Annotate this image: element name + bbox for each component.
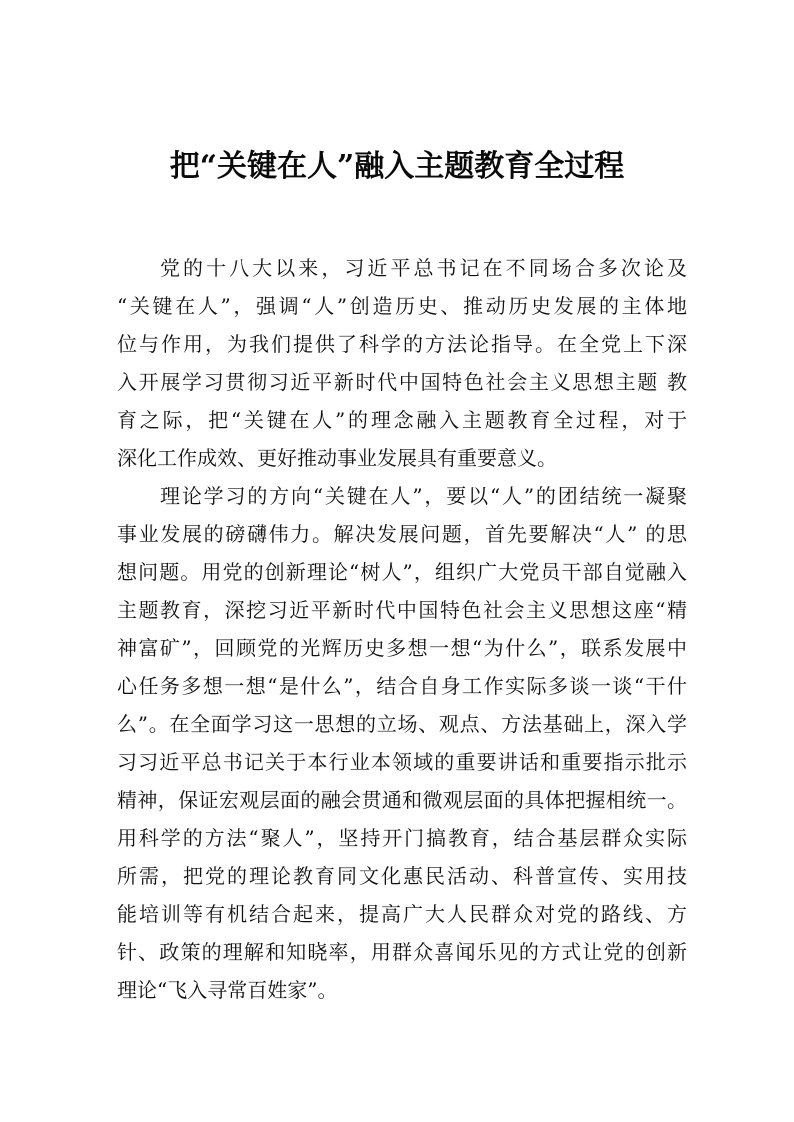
paragraph-1-line-5: 育之际，把“关键在人”的理念融入主题教育全过程，对于 xyxy=(117,408,687,432)
paragraph-2-line-7: 么”。在全面学习这一思想的立场、观点、方法基础上，深入学 xyxy=(117,712,687,736)
paragraph-2-line-5: 神富矿”，回顾党的光辉历史多想一想“为什么”，联系发展中 xyxy=(117,636,687,660)
paragraph-2-line-10: 用科学的方法“聚人”，坚持开门搞教育，结合基层群众实际 xyxy=(117,826,687,850)
paragraph-1-line-4: 入开展学习贯彻习近平新时代中国特色社会主义思想主题 教 xyxy=(117,370,687,394)
paragraph-2-line-11: 所需，把党的理论教育同文化惠民活动、科普宣传、实用技 xyxy=(117,864,687,888)
paragraph-2-line-12: 能培训等有机结合起来，提高广大人民群众对党的路线、方 xyxy=(117,902,687,926)
paragraph-2-line-6: 心任务多想一想“是什么”，结合自身工作实际多谈一谈“干什 xyxy=(117,674,687,698)
paragraph-1-line-3: 位与作用，为我们提供了科学的方法论指导。在全党上下深 xyxy=(117,332,687,356)
document-title: 把“关键在人”融入主题教育全过程 xyxy=(169,149,625,184)
paragraph-1-line-2: “关键在人”，强调“人”创造历史、推动历史发展的主体地 xyxy=(117,294,687,318)
paragraph-2-line-8: 习习近平总书记关于本行业本领域的重要讲话和重要指示批示 xyxy=(117,750,687,774)
paragraph-2-line-1: 理论学习的方向“关键在人”，要以“人”的团结统一凝聚 xyxy=(160,484,687,508)
paragraph-1-line-1: 党的十八大以来，习近平总书记在不同场合多次论及 xyxy=(160,256,687,280)
paragraph-2-line-13: 针、政策的理解和知晓率，用群众喜闻乐见的方式让党的创新 xyxy=(117,940,687,964)
paragraph-2-line-2: 事业发展的磅礴伟力。解决发展问题，首先要解决“人” 的思 xyxy=(117,522,687,546)
paragraph-2-line-4: 主题教育，深挖习近平新时代中国特色社会主义思想这座“精 xyxy=(117,598,687,622)
paragraph-2-line-14: 理论“飞入寻常百姓家”。 xyxy=(117,978,338,1002)
paragraph-2-line-3: 想问题。用党的创新理论“树人”，组织广大党员干部自觉融入 xyxy=(117,560,687,584)
paragraph-2-line-9: 精神，保证宏观层面的融会贯通和微观层面的具体把握相统一。 xyxy=(117,788,687,812)
paragraph-1-line-6: 深化工作成效、更好推动事业发展具有重要意义。 xyxy=(117,446,557,470)
